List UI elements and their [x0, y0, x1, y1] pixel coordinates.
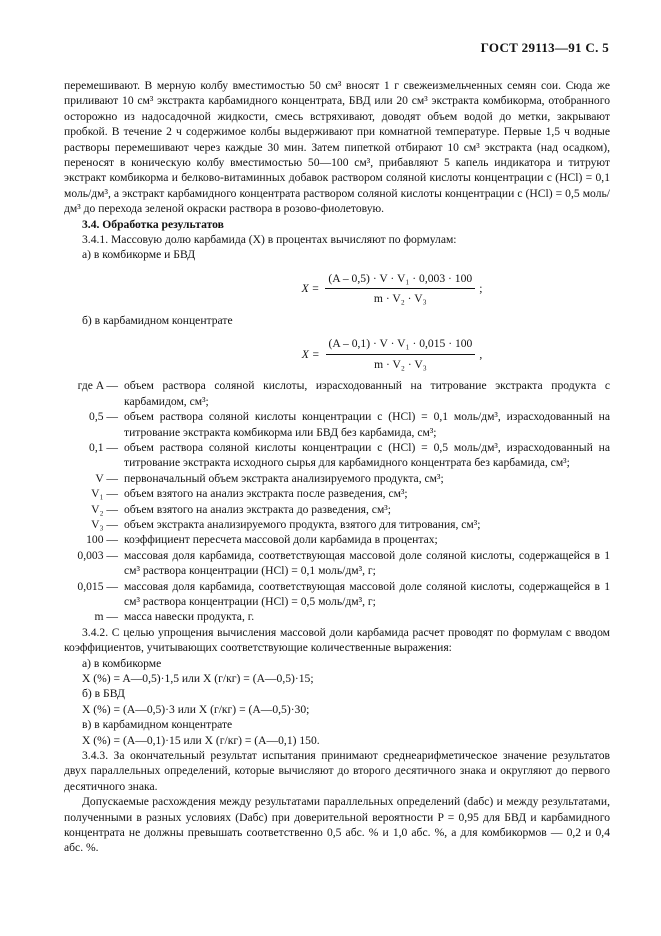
definition-item — [64, 579, 610, 610]
document-body — [64, 78, 610, 856]
definition-symbol: V — — [95, 471, 118, 485]
definition-text: объем экстракта анализируемого продукта, взятого для титрования, см³; — [124, 517, 481, 531]
definition-text: массовая доля карбамида, соответствующая массовой доле соляной кислоты, содержащейся в 1 см³ раствора концентрации (HCl) = 0,1 моль/дм³, г; — [124, 548, 610, 578]
definition-symbol: 0,5 — — [89, 410, 118, 424]
definition-text: объем раствора соляной кислоты, израсходованный на титрование экстракта продукта с карбамидом, см³; — [124, 379, 610, 408]
definition-text: объем взятого на анализ экстракта до разведения, см³; — [124, 502, 391, 516]
definition-text: объем раствора соляной кислоты концентрации c (HCl) = 0,1 моль/дм³, израсходованный на титрование экстракта комбикорма или БВД без карбамида, см³; — [124, 410, 610, 439]
definition-symbol: 0,015 — — [77, 579, 118, 593]
definition-symbol: 100 — — [86, 533, 118, 547]
simplified-formula-a: X (%) = A—0,5)·1,5 или X (г/кг) = (A—0,5)·15; — [82, 672, 314, 685]
definition-item — [64, 471, 610, 486]
formula-b-numerator: (A – 0,1) · V · V₁ · 0,015 · 100 — [326, 336, 476, 354]
definition-item — [64, 502, 610, 517]
formula-b-denominator: m · V₂ · V₃ — [374, 357, 427, 371]
definition-symbol: 0,1 — — [89, 440, 118, 454]
definition-item — [64, 548, 610, 579]
definition-symbol: где A — — [77, 379, 118, 393]
formula-a — [174, 269, 610, 309]
definition-item — [64, 378, 610, 409]
definition-symbol: V₁ — — [91, 487, 118, 501]
paragraph-3-4-2: 3.4.2. С целью упрощения вычисления массовой доли карбамида расчет проводят по формулам с вводом коэффициентов, учитывающих соответствующие количественные выражения: — [64, 625, 610, 655]
definition-item — [64, 409, 610, 440]
definition-text: масса навески продукта, г. — [124, 610, 255, 624]
simplified-label-c: в) в карбамидном концентрате — [82, 718, 233, 732]
formula-a-denominator: m · V₂ · V₃ — [373, 292, 427, 306]
definition-text: массовая доля карбамида, соответствующая массовой доле соляной кислоты, содержащейся в 1 см³ раствора концентрации (HCl) = 0,5 моль/дм³, г; — [124, 579, 610, 608]
tolerance-paragraph: Допускаемые расхождения между результатами параллельных определений (dабс) и между результатами, полученными в разных условиях (Dабс) при доверительной вероятности P = 0,95 для БВД и карбамидного концентрата не должны превышать соответственно 0,5 абс. % и 1,0 абс. %, а для комбикормов — 0,2 и 0,4 абс. %. — [64, 795, 610, 855]
definition-text: объем взятого на анализ экстракта после разведения, см³; — [124, 487, 408, 501]
definition-item — [64, 486, 610, 501]
definition-item — [64, 517, 610, 532]
paragraph-3-4-3: 3.4.3. За окончательный результат испытания принимают среднеарифметическое значение результатов двух параллельных определений, которые вычисляют до второго десятичного знака и округляют до первого десятичного знака. — [64, 749, 610, 793]
formula-a-tail: ; — [479, 282, 483, 296]
simplified-formula-c: X (%) = (A—0,1)·15 или X (г/кг) = (A—0,1) 150. — [82, 733, 320, 747]
definition-symbol: m — — [94, 610, 118, 624]
case-a-label: а) в комбикорме и БВД — [82, 248, 196, 262]
definition-item — [64, 532, 610, 547]
definition-symbol: V₃ — — [91, 517, 118, 531]
formula-b — [174, 334, 610, 374]
definition-text: коэффициент пересчета массовой доли карбамида в процентах; — [124, 533, 438, 547]
section-title: 3.4. Обработка результатов — [82, 217, 224, 231]
paragraph-3-4-1: 3.4.1. Массовую долю карбамида (X) в процентах вычисляют по формулам: — [82, 233, 457, 247]
page-header: ГОСТ 29113—91 С. 5 — [480, 40, 609, 55]
case-b-label: б) в карбамидном концентрате — [82, 313, 233, 327]
simplified-label-b: б) в БВД — [82, 687, 125, 701]
definition-text: объем раствора соляной кислоты концентрации c (HCl) = 0,5 моль/дм³, израсходованный на титрование экстракта исходного сырья для карбамидного концентрата без карбамида, см³; — [124, 440, 610, 470]
definition-item — [64, 609, 610, 624]
formula-a-numerator: (A – 0,5) · V · V₁ · 0,003 · 100 — [325, 271, 475, 289]
formula-b-lhs: X = — [301, 347, 320, 361]
definitions-list — [64, 378, 610, 625]
definition-symbol: 0,003 — — [77, 548, 118, 562]
definition-symbol: V₂ — — [91, 502, 118, 516]
formula-b-tail: , — [479, 347, 483, 361]
intro-paragraph: перемешивают. В мерную колбу вместимостью 50 см³ вносят 1 г свежеизмельченных семян сои. Сюда же приливают 10 см³ экстракта карбамидного концентрата, БВД или 20 см³ экстракта комбикорма, отобранного осторожно из надосадочной жидкости, смесь встряхивают, доводят объем водой до метки, закрывают пробкой. В течение 2 ч содержимое колбы выдерживают при комнатной температуре. Первые 1,5 ч водные растворы перемешивают через каждые 30 мин. Затем пипеткой отбирают 10 см³ экстракта (над осадком), переносят в коническую колбу вместимостью 50—100 см³, прибавляют 5 капель индикатора и титруют экстракт комбикорма и белково-витаминных добавок раствором соляной кислоты концентрации c (HCl) = 0,1 моль/дм³, а экстракт карбамидного концентрата раствором соляной кислоты концентрации c (HCl) = 0,5 моль/дм³ до перехода зеленой окраски раствора в розово-фиолетовую. — [64, 79, 610, 216]
simplified-label-a: а) в комбикорме — [82, 656, 162, 670]
definition-item — [64, 440, 610, 471]
formula-a-lhs: X = — [301, 282, 320, 296]
definition-text: первоначальный объем экстракта анализируемого продукта, см³; — [124, 471, 444, 485]
simplified-formula-b: X (%) = (A—0,5)·3 или X (г/кг) = (A—0,5)·30; — [82, 702, 310, 716]
